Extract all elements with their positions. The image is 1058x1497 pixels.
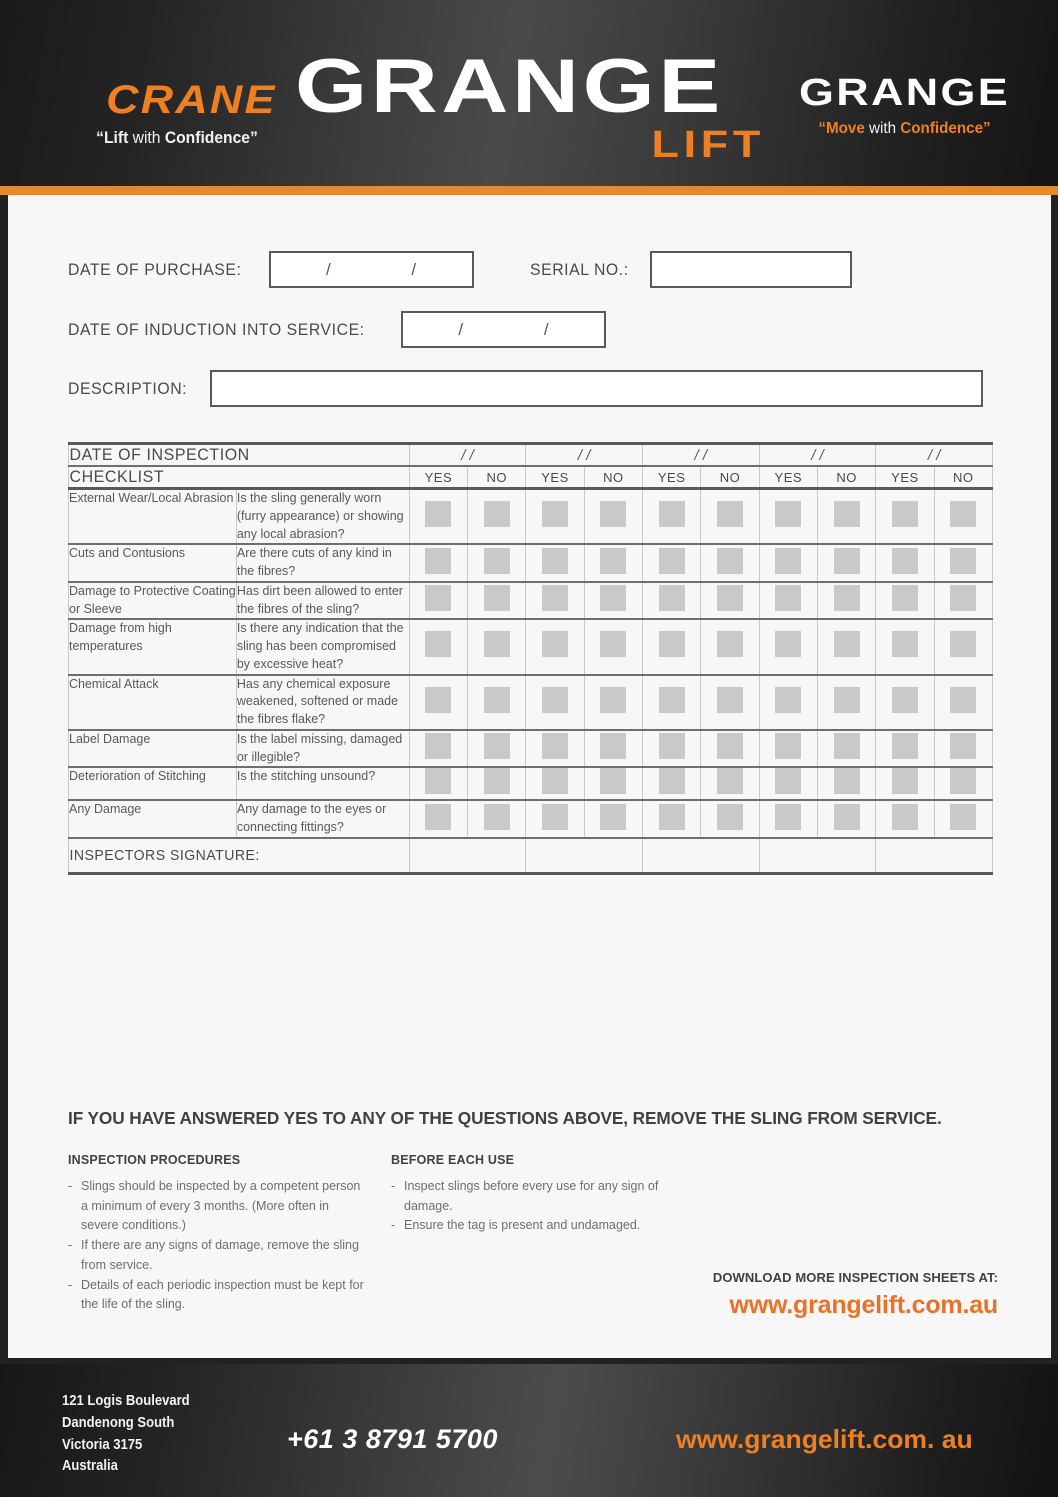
table-row — [69, 767, 993, 800]
download-heading: DOWNLOAD MORE INSPECTION SHEETS AT: — [712, 1270, 998, 1285]
inspection-date-field[interactable]: / / — [526, 444, 643, 467]
header-accent-rule — [0, 186, 1058, 195]
checklist-item-name: Deterioration of Stitching — [69, 767, 237, 800]
checkbox[interactable] — [892, 548, 918, 574]
before-each-use-item — [391, 1216, 691, 1236]
checkbox[interactable] — [892, 501, 918, 527]
checkbox[interactable] — [425, 585, 451, 611]
yes-checkbox-cell[interactable] — [409, 619, 467, 674]
checkbox[interactable] — [892, 804, 918, 830]
yes-checkbox-cell[interactable] — [876, 582, 934, 620]
checkbox[interactable] — [950, 585, 976, 611]
checklist-item-question: Is the label missing, damaged or illegible? — [236, 730, 409, 768]
checkbox[interactable] — [775, 501, 801, 527]
checkbox[interactable] — [717, 501, 743, 527]
checklist-item-name: Label Damage — [69, 730, 237, 768]
no-checkbox-cell[interactable] — [468, 619, 526, 674]
date-of-induction-row — [68, 311, 606, 348]
checkbox[interactable] — [484, 631, 510, 657]
checkbox[interactable] — [659, 585, 685, 611]
yes-checkbox-cell[interactable] — [876, 544, 934, 582]
checkbox[interactable] — [717, 585, 743, 611]
checklist-item-name: Damage to Protective Coating or Sleeve — [69, 582, 237, 620]
checkbox[interactable] — [542, 585, 568, 611]
checkbox[interactable] — [659, 804, 685, 830]
crane-logo-wordmark: CRANE — [106, 78, 277, 122]
no-checkbox-cell[interactable] — [934, 730, 992, 768]
address-line-4: Australia — [62, 1458, 118, 1475]
checkbox[interactable] — [950, 631, 976, 657]
checkbox[interactable] — [717, 804, 743, 830]
inspectors-signature-field[interactable] — [759, 838, 876, 874]
inspection-date-field[interactable]: / / — [642, 444, 759, 467]
no-column-header: NO — [468, 466, 526, 489]
no-checkbox-cell[interactable] — [584, 619, 642, 674]
checkbox[interactable] — [484, 687, 510, 713]
yes-checkbox-cell[interactable] — [759, 619, 817, 674]
checkbox[interactable] — [659, 501, 685, 527]
serial-no-field[interactable] — [650, 251, 852, 288]
yes-checkbox-cell[interactable] — [409, 675, 467, 730]
checkbox[interactable] — [659, 768, 685, 794]
checkbox[interactable] — [542, 501, 568, 527]
yes-checkbox-cell[interactable] — [876, 767, 934, 800]
checkbox[interactable] — [834, 768, 860, 794]
yes-checkbox-cell[interactable] — [759, 675, 817, 730]
no-column-header: NO — [934, 466, 992, 489]
checkbox[interactable] — [542, 733, 568, 759]
yes-checkbox-cell[interactable] — [526, 544, 584, 582]
checkbox[interactable] — [600, 501, 626, 527]
checkbox[interactable] — [542, 687, 568, 713]
checklist-item-name: External Wear/Local Abrasion — [69, 489, 237, 545]
yes-checkbox-cell[interactable] — [876, 675, 934, 730]
before-each-use-heading: BEFORE EACH USE — [391, 1153, 515, 1167]
inspection-date-field[interactable]: / / — [409, 444, 526, 467]
footer-phone[interactable]: +61 3 8791 5700 — [287, 1424, 498, 1454]
checkbox[interactable] — [950, 687, 976, 713]
inspection-date-field[interactable]: / / — [876, 444, 993, 467]
yes-checkbox-cell[interactable] — [876, 730, 934, 768]
yes-checkbox-cell[interactable] — [409, 800, 467, 838]
date-of-induction-value: / / — [458, 319, 587, 339]
checklist-item-name: Cuts and Contusions — [69, 544, 237, 582]
inspectors-signature-field[interactable] — [409, 838, 526, 874]
checkbox[interactable] — [425, 548, 451, 574]
crane-tagline-part1: “Lift — [96, 128, 133, 147]
yes-checkbox-cell[interactable] — [759, 544, 817, 582]
footer-website-link[interactable]: www.grangelift.com. au — [676, 1424, 973, 1454]
no-checkbox-cell[interactable] — [584, 800, 642, 838]
no-checkbox-cell[interactable] — [701, 730, 759, 768]
no-checkbox-cell[interactable] — [701, 544, 759, 582]
yes-checkbox-cell[interactable] — [642, 544, 700, 582]
no-checkbox-cell[interactable] — [934, 675, 992, 730]
checkbox[interactable] — [542, 768, 568, 794]
checkbox[interactable] — [717, 631, 743, 657]
yes-checkbox-cell[interactable] — [526, 489, 584, 545]
no-column-header: NO — [584, 466, 642, 489]
inspectors-signature-label: INSPECTORS SIGNATURE: — [69, 838, 389, 874]
list-bullet: - — [391, 1178, 396, 1193]
address-line-1: 121 Logis Boulevard — [62, 1393, 190, 1409]
inspectors-signature-row — [69, 838, 993, 874]
checkbox[interactable] — [425, 733, 451, 759]
no-checkbox-cell[interactable] — [817, 675, 875, 730]
inspectors-signature-field[interactable] — [642, 838, 759, 874]
no-checkbox-cell[interactable] — [934, 582, 992, 620]
grange-lift-wordmark: GRANGE — [295, 44, 724, 129]
checkbox[interactable] — [659, 631, 685, 657]
yes-checkbox-cell[interactable] — [642, 800, 700, 838]
list-bullet: - — [391, 1218, 396, 1233]
date-of-inspection-label: DATE OF INSPECTION — [69, 444, 389, 467]
checkbox[interactable] — [600, 768, 626, 794]
no-checkbox-cell[interactable] — [468, 767, 526, 800]
grange-tagline-part2: with — [869, 119, 901, 137]
no-checkbox-cell[interactable] — [934, 767, 992, 800]
checkbox[interactable] — [775, 687, 801, 713]
checkbox[interactable] — [484, 585, 510, 611]
yes-checkbox-cell[interactable] — [759, 800, 817, 838]
checkbox[interactable] — [425, 768, 451, 794]
checkbox[interactable] — [775, 548, 801, 574]
yes-checkbox-cell[interactable] — [409, 489, 467, 545]
list-item-text: Details of each periodic inspection must be kept for the life of the sling. — [81, 1277, 364, 1312]
yes-checkbox-cell[interactable] — [526, 675, 584, 730]
no-checkbox-cell[interactable] — [468, 544, 526, 582]
list-item-text: Inspect slings before every use for any sign of damage. — [404, 1178, 659, 1213]
checkbox[interactable] — [834, 501, 860, 527]
no-checkbox-cell[interactable] — [817, 619, 875, 674]
no-checkbox-cell[interactable] — [468, 675, 526, 730]
checkbox[interactable] — [600, 687, 626, 713]
no-checkbox-cell[interactable] — [468, 730, 526, 768]
yes-checkbox-cell[interactable] — [526, 730, 584, 768]
no-checkbox-cell[interactable] — [817, 730, 875, 768]
list-bullet: - — [68, 1277, 73, 1292]
checkbox[interactable] — [775, 585, 801, 611]
checklist-item-question: Is the stitching unsound? — [236, 767, 409, 800]
description-row — [68, 370, 983, 407]
checkbox[interactable] — [659, 733, 685, 759]
checkbox[interactable] — [425, 687, 451, 713]
download-url-link[interactable]: www.grangelift.com.au — [729, 1291, 998, 1319]
removal-notice: IF YOU HAVE ANSWERED YES TO ANY OF THE QUESTIONS ABOVE, REMOVE THE SLING FROM SERVICE. — [68, 1108, 942, 1128]
yes-column-header: YES — [526, 466, 584, 489]
crane-tagline-part2: with — [132, 128, 165, 147]
yes-checkbox-cell[interactable] — [759, 582, 817, 620]
no-checkbox-cell[interactable] — [817, 800, 875, 838]
checkbox[interactable] — [600, 804, 626, 830]
checkbox[interactable] — [834, 585, 860, 611]
checkbox[interactable] — [950, 733, 976, 759]
checkbox[interactable] — [484, 768, 510, 794]
inspection-date-field[interactable]: / / — [759, 444, 876, 467]
grange-lift-sub-wordmark: LIFT — [651, 123, 765, 166]
yes-checkbox-cell[interactable] — [759, 730, 817, 768]
footer-address — [62, 1391, 190, 1478]
yes-checkbox-cell[interactable] — [526, 619, 584, 674]
checkbox[interactable] — [775, 733, 801, 759]
serial-no-label: SERIAL NO.: — [530, 259, 629, 279]
yes-column-header: YES — [759, 466, 817, 489]
checkbox[interactable] — [834, 548, 860, 574]
no-checkbox-cell[interactable] — [584, 675, 642, 730]
date-of-induction-label: DATE OF INDUCTION INTO SERVICE: — [68, 319, 365, 339]
no-checkbox-cell[interactable] — [817, 582, 875, 620]
no-checkbox-cell[interactable] — [584, 489, 642, 545]
checklist-item-question: Any damage to the eyes or connecting fittings? — [236, 800, 409, 838]
grange-wordmark: GRANGE — [799, 72, 1010, 114]
table-row — [69, 544, 993, 582]
inspection-procedures-block — [68, 1151, 368, 1315]
checklist-item-name: Any Damage — [69, 800, 237, 838]
checkbox[interactable] — [892, 733, 918, 759]
no-checkbox-cell[interactable] — [468, 800, 526, 838]
yes-checkbox-cell[interactable] — [526, 800, 584, 838]
table-row — [69, 800, 993, 838]
no-checkbox-cell[interactable] — [701, 800, 759, 838]
date-of-purchase-row — [68, 251, 474, 288]
inspection-procedure-item — [68, 1177, 368, 1236]
checkbox[interactable] — [950, 804, 976, 830]
checklist-item-question: Are there cuts of any kind in the fibres? — [236, 544, 409, 582]
checkbox[interactable] — [950, 768, 976, 794]
list-item-text: Ensure the tag is present and undamaged. — [404, 1218, 641, 1233]
no-checkbox-cell[interactable] — [584, 767, 642, 800]
yes-checkbox-cell[interactable] — [759, 767, 817, 800]
inspection-procedure-item — [68, 1236, 368, 1276]
checklist-label: CHECKLIST — [69, 466, 389, 489]
serial-no-row — [530, 251, 852, 288]
grange-tagline-part1: “Move — [818, 119, 870, 137]
no-column-header: NO — [817, 466, 875, 489]
no-checkbox-cell[interactable] — [468, 582, 526, 620]
date-of-purchase-label: DATE OF PURCHASE: — [68, 259, 242, 279]
before-each-use-block — [391, 1151, 691, 1236]
checkbox[interactable] — [717, 733, 743, 759]
checkbox[interactable] — [892, 687, 918, 713]
before-each-use-item — [391, 1177, 691, 1217]
checkbox[interactable] — [484, 733, 510, 759]
list-bullet: - — [68, 1238, 73, 1252]
yes-checkbox-cell[interactable] — [526, 767, 584, 800]
no-checkbox-cell[interactable] — [701, 675, 759, 730]
yes-checkbox-cell[interactable] — [876, 619, 934, 674]
yes-checkbox-cell[interactable] — [642, 730, 700, 768]
no-checkbox-cell[interactable] — [934, 489, 992, 545]
checkbox[interactable] — [950, 548, 976, 574]
no-checkbox-cell[interactable] — [584, 730, 642, 768]
yes-checkbox-cell[interactable] — [642, 619, 700, 674]
checkbox[interactable] — [425, 501, 451, 527]
checkbox[interactable] — [425, 804, 451, 830]
date-of-induction-field[interactable] — [401, 311, 606, 348]
checkbox[interactable] — [892, 585, 918, 611]
checkbox[interactable] — [775, 804, 801, 830]
checkbox[interactable] — [834, 631, 860, 657]
yes-checkbox-cell[interactable] — [409, 544, 467, 582]
no-checkbox-cell[interactable] — [934, 619, 992, 674]
date-of-purchase-field[interactable] — [269, 251, 474, 288]
checkbox[interactable] — [717, 548, 743, 574]
no-checkbox-cell[interactable] — [701, 582, 759, 620]
no-column-header: NO — [701, 466, 759, 489]
grange-tagline-part3: Confidence” — [900, 119, 991, 137]
checkbox[interactable] — [484, 548, 510, 574]
inspectors-signature-field[interactable] — [526, 838, 643, 874]
yes-checkbox-cell[interactable] — [759, 489, 817, 545]
checkbox[interactable] — [600, 548, 626, 574]
no-checkbox-cell[interactable] — [817, 489, 875, 545]
no-checkbox-cell[interactable] — [584, 544, 642, 582]
checklist-item-name: Damage from high temperatures — [69, 619, 237, 674]
checklist-item-question: Has any chemical exposure weakened, softened or made the fibres flake? — [236, 675, 409, 730]
page-footer — [0, 1364, 1058, 1497]
download-block — [608, 1270, 998, 1320]
inspection-procedure-item — [68, 1276, 368, 1316]
list-item-text: If there are any signs of damage, remove the sling from service. — [81, 1238, 359, 1272]
no-checkbox-cell[interactable] — [817, 544, 875, 582]
no-checkbox-cell[interactable] — [701, 619, 759, 674]
grange-logo — [797, 74, 1012, 138]
table-row — [69, 675, 993, 730]
checkbox[interactable] — [600, 733, 626, 759]
inspection-procedures-heading: INSPECTION PROCEDURES — [68, 1153, 241, 1167]
checkbox[interactable] — [775, 631, 801, 657]
table-row — [69, 489, 993, 545]
checklist-item-name: Chemical Attack — [69, 675, 237, 730]
yes-checkbox-cell[interactable] — [409, 582, 467, 620]
checkbox[interactable] — [484, 501, 510, 527]
form-sheet — [8, 195, 1051, 1358]
checklist-item-question: Is there any indication that the sling has been compromised by excessive heat? — [236, 619, 409, 674]
table-row — [69, 582, 993, 620]
list-item-text: Slings should be inspected by a competent person a minimum of every 3 months. (More often in severe conditions.) — [81, 1178, 361, 1233]
no-checkbox-cell[interactable] — [584, 582, 642, 620]
inspectors-signature-field[interactable] — [876, 838, 993, 874]
description-field[interactable] — [210, 370, 983, 407]
yes-column-header: YES — [409, 466, 467, 489]
grange-tagline — [802, 120, 1006, 138]
yes-checkbox-cell[interactable] — [409, 730, 467, 768]
checkbox[interactable] — [834, 733, 860, 759]
no-checkbox-cell[interactable] — [468, 489, 526, 545]
address-line-3: Victoria 3175 — [62, 1436, 143, 1453]
yes-checkbox-cell[interactable] — [642, 675, 700, 730]
checkbox[interactable] — [950, 501, 976, 527]
checkbox[interactable] — [542, 631, 568, 657]
checkbox[interactable] — [659, 548, 685, 574]
no-checkbox-cell[interactable] — [934, 800, 992, 838]
yes-column-header: YES — [642, 466, 700, 489]
checklist-item-question: Is the sling generally worn (furry appearance) or showing any local abrasion? — [236, 489, 409, 545]
description-label: DESCRIPTION: — [68, 378, 188, 398]
table-row — [69, 730, 993, 768]
no-checkbox-cell[interactable] — [701, 489, 759, 545]
yes-column-header: YES — [876, 466, 934, 489]
checkbox[interactable] — [659, 687, 685, 713]
checkbox[interactable] — [425, 631, 451, 657]
checkbox[interactable] — [484, 804, 510, 830]
checkbox[interactable] — [834, 804, 860, 830]
crane-tagline-part3: Confidence” — [164, 128, 258, 147]
page-header — [0, 0, 1058, 186]
checkbox[interactable] — [717, 768, 743, 794]
table-header-checklist-row — [69, 466, 993, 489]
no-checkbox-cell[interactable] — [934, 544, 992, 582]
yes-checkbox-cell[interactable] — [642, 582, 700, 620]
address-line-2: Dandenong South — [62, 1414, 175, 1431]
checkbox[interactable] — [542, 548, 568, 574]
checkbox[interactable] — [834, 687, 860, 713]
grange-lift-logo — [295, 44, 765, 167]
checkbox[interactable] — [892, 631, 918, 657]
checkbox[interactable] — [775, 768, 801, 794]
checkbox[interactable] — [600, 631, 626, 657]
checkbox[interactable] — [542, 804, 568, 830]
list-bullet: - — [68, 1178, 73, 1193]
yes-checkbox-cell[interactable] — [876, 800, 934, 838]
no-checkbox-cell[interactable] — [701, 767, 759, 800]
table-row — [69, 619, 993, 674]
checkbox[interactable] — [717, 687, 743, 713]
no-checkbox-cell[interactable] — [817, 767, 875, 800]
yes-checkbox-cell[interactable] — [526, 582, 584, 620]
checklist-item-question: Has dirt been allowed to enter the fibres of the sling? — [236, 582, 409, 620]
inspection-checklist-table — [68, 442, 993, 875]
yes-checkbox-cell[interactable] — [642, 767, 700, 800]
yes-checkbox-cell[interactable] — [409, 767, 467, 800]
checkbox[interactable] — [600, 585, 626, 611]
table-header-date-row — [69, 444, 993, 467]
date-of-purchase-value: / / — [325, 259, 455, 279]
checkbox[interactable] — [892, 768, 918, 794]
yes-checkbox-cell[interactable] — [876, 489, 934, 545]
yes-checkbox-cell[interactable] — [642, 489, 700, 545]
